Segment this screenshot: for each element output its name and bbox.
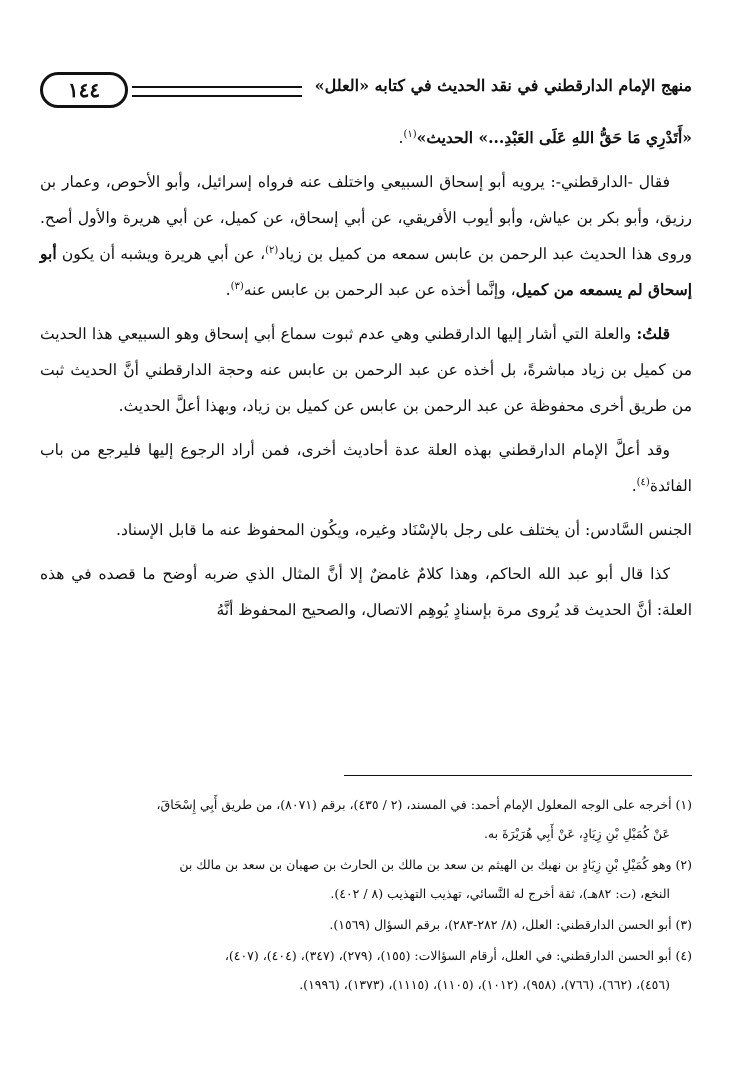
- page-header: [40, 72, 692, 112]
- footnote-line: (٣) أبو الحسن الدارقطني: العلل، (٨/ ٢٨٢-٢٨٣)، برقم السؤال (١٥٦٩).: [329, 917, 692, 932]
- paragraph-daraqutni-saying: [40, 164, 692, 308]
- footnote-2: [40, 850, 692, 908]
- text-run: فقال -الدارقطني-: يرويه أبو إسحاق السبيعي واختلف عنه فرواه إسرائيل، وأبو الأحوص، وعمار بن رزيق، وأبو بكر بن عياش، وأبو أيوب الأفريقي، عن أبي إسحاق، عن كميل، عن أبي هريرة والأول أصح. وروى هذا الحديث عبد الرحمن بن عابس سمعه من كميل بن زياد: [40, 173, 692, 263]
- bold-phrase: أبو إسحاق لم يسمعه من كميل: [40, 244, 692, 299]
- paragraph-other-hadiths: [40, 432, 692, 504]
- footnote-line: النخع، (ت: ٨٢هـ)، ثقة أخرج له النَّسائي، تهذيب التهذيب (٨ / ٤٠٢).: [330, 886, 670, 901]
- footnote-ref-2: (٢): [265, 244, 279, 256]
- footnote-3: [40, 910, 692, 939]
- page-number-badge: ١٤٤: [40, 72, 128, 108]
- text-run: الجنس السَّادس: أن يختلف على رجل بالإسْنَاد وغيره، ويكُون المحفوظ عنه ما قابل الإسناد.: [116, 521, 692, 539]
- running-title: منهج الإمام الدارقطني في نقد الحديث في كتابه «العلل»: [314, 76, 692, 95]
- header-double-rule: [132, 86, 302, 97]
- footnote-line: عَنْ كُمَيْلِ بْنِ زِيَادٍ، عَنْ أَبِي هُرَيْرَةَ به.: [483, 826, 670, 841]
- footnote-line: (٤) أبو الحسن الدارقطني: في العلل، أرقام السؤالات: (١٥٥)، (٢٧٩)، (٣٤٧)، (٤٠٤)، (٤٠٧)،: [224, 948, 692, 963]
- paragraph-hakim-saying: [40, 556, 692, 628]
- main-text: [40, 120, 692, 636]
- text-run: .: [225, 281, 231, 299]
- footnote-ref-1: (١): [403, 128, 417, 140]
- text-run: .: [631, 477, 637, 495]
- paragraph-sixth-type: [40, 512, 692, 548]
- hadith-quote: «أَتَدْرِي مَا حَقُّ اللهِ عَلَى العَبْدِ...» الحديث»: [416, 128, 692, 147]
- footnote-line: (١) أخرجه على الوجه المعلول الإمام أحمد: في المسند، (٢ / ٤٣٥)، برقم (٨٠٧١)، من طريق أَبِي إِسْحَاقَ،: [156, 797, 692, 812]
- footnote-line: (٢) وهو كُمَيْلِ بْنِ زِيَادٍ بن نهيك بن الهيثم بن سعد بن مالك بن الحارث بن صهبان بن سعد بن مالك بن: [179, 857, 692, 872]
- footnotes: [40, 790, 692, 1001]
- footnote-4: [40, 941, 692, 999]
- text-run: والعلة التي أشار إليها الدارقطني وهي عدم ثبوت سماع أبي إسحاق وهو السبيعي هذا الحديث من كميل بن زياد مباشرةً، بل أخذه عن عبد الرحمن بن عابس عنه وحجة الدارقطني أنَّ الحديث ثبت من طريق أخرى محفوظة عن عبد الرحمن بن عابس عن كميل بن زياد، وبهذا أعلَّ الحديث.: [40, 325, 692, 415]
- footnote-ref-3: (٣): [230, 280, 244, 292]
- footnote-ref-4: (٤): [636, 476, 650, 488]
- text-run: ، عن أبي هريرة ويشبه أن يكون: [56, 245, 266, 263]
- text-run: .: [398, 129, 404, 147]
- text-run: ، وإنَّما أخذه عن عبد الرحمن بن عابس عنه: [243, 281, 516, 299]
- footnote-separator: [344, 775, 692, 776]
- footnote-1: [40, 790, 692, 848]
- paragraph-hadith-quote: [40, 120, 692, 156]
- text-run: وقد أعلَّ الإمام الدارقطني بهذه العلة عدة أحاديث أخرى، فمن أراد الرجوع إليها فليرجع من باب الفائدة: [40, 441, 692, 495]
- paragraph-author-comment: [40, 316, 692, 424]
- footnote-line: (٤٥٦)، (٦٦٢)، (٧٦٦)، (٩٥٨)، (١٠١٢)، (١١٠٥)، (١١١٥)، (١٣٧٣)، (١٩٩٦).: [299, 977, 670, 992]
- text-run: كذا قال أبو عبد الله الحاكم، وهذا كلامٌ غامضٌ إلا أنَّ المثال الذي ضربه أوضح ما قصده في هذه العلة: أنَّ الحديث قد يُروى مرة بإسنادٍ يُوهِم الاتصال، والصحيح المحفوظ أنَّهُ: [40, 565, 692, 619]
- qultu-label: قلتُ:: [636, 324, 670, 343]
